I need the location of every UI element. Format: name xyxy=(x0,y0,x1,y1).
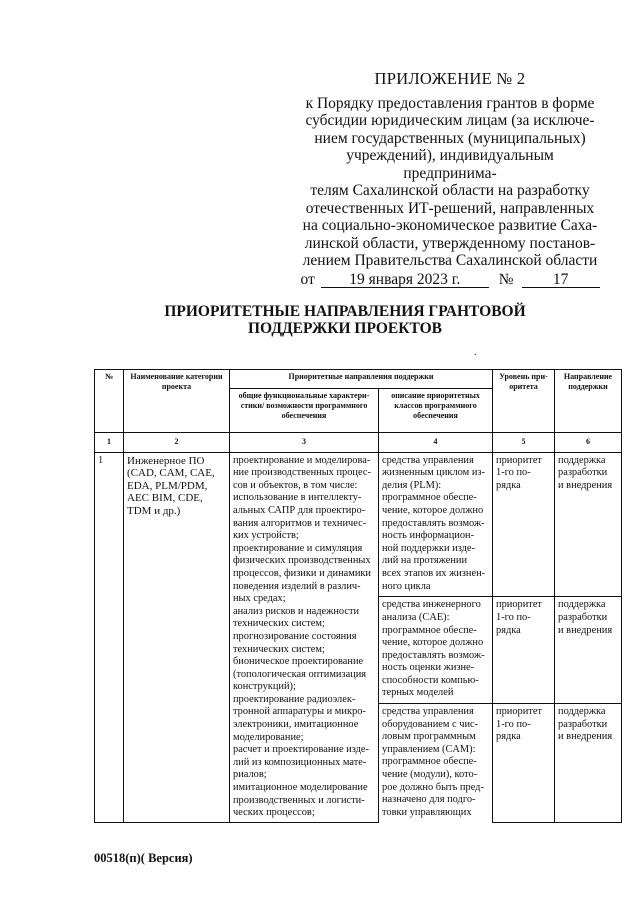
description-line: лий на протяжении xyxy=(382,555,468,567)
functional-line: производственных и логисти- xyxy=(233,794,365,806)
description-line: жизненным циклом из- xyxy=(382,467,485,479)
appendix-line: линской области, утвержденному постанов- xyxy=(304,234,596,252)
level-line: 1-го по- xyxy=(496,611,531,623)
heading-line-1: ПРИОРИТЕТНЫЕ НАПРАВЛЕНИЯ ГРАНТОВОЙ xyxy=(164,303,526,320)
functional-line: физических производственных xyxy=(233,555,371,567)
description-line: управлением (CAM): xyxy=(382,743,476,755)
description-line: средства инженерного xyxy=(382,599,481,611)
level-line: 1-го по- xyxy=(496,467,531,479)
description-line: программное обеспе- xyxy=(382,492,477,504)
functional-line: процессов, физики и динамики xyxy=(233,567,371,579)
header-classes: описание приоритетных классов программного обеспечения xyxy=(379,388,493,432)
direction-line: разработки xyxy=(558,718,608,730)
level-line: приоритет xyxy=(496,599,542,611)
functional-line: моделирование; xyxy=(233,731,304,743)
header-category: Наименование категории проекта xyxy=(124,370,230,433)
functional-line: расчет и проектирование изде- xyxy=(233,744,369,756)
resolution-date: 19 января 2023 г. xyxy=(321,272,489,288)
functional-line: конструкций); xyxy=(233,681,296,693)
number-label: № xyxy=(498,270,514,288)
appendix-line: на социально-экономическое развитие Саха- xyxy=(302,217,598,234)
functional-line: вания алгоритмов и техничес- xyxy=(233,517,367,529)
category-name: Инженерное ПО (CAD, CAM, CAE, EDA, PLM/PDM, AEC BIM, CDE, TDM и др.) xyxy=(124,452,230,822)
description-line: средства управления xyxy=(382,705,474,717)
level-line: приоритет xyxy=(496,454,542,466)
functional-line: альных САПР для проектиро- xyxy=(233,504,366,516)
col-number: 1 xyxy=(95,433,124,453)
description-line: предоставлять возмож- xyxy=(382,649,485,661)
level-line: рядка xyxy=(496,624,521,636)
header-priority-group: Приоритетные направления поддержки xyxy=(230,370,493,389)
description-line: ловым программным xyxy=(382,731,476,743)
functional-line: использование в интеллекту- xyxy=(233,492,362,504)
header-functional: общие функциональные характери-стики/ возможности программного обеспечения xyxy=(230,388,379,432)
description-line: ного цикла xyxy=(382,580,431,592)
appendix-line: учреждений), индивидуальным предпринима- xyxy=(346,147,554,182)
col-number: 3 xyxy=(230,433,379,453)
heading-line-2: ПОДДЕРЖКИ ПРОЕКТОВ xyxy=(247,320,443,337)
description-line: программное обеспе- xyxy=(382,756,477,768)
appendix-line: отечественных ИТ-решений, направленных xyxy=(305,199,595,217)
functional-line: прогнозирование состояния xyxy=(233,630,357,642)
support-direction xyxy=(555,703,622,822)
column-number-row xyxy=(95,433,622,453)
header-direction: Направление поддержки xyxy=(555,370,622,433)
functional-line: технических систем; xyxy=(233,618,325,630)
table-row xyxy=(95,452,622,597)
page-heading xyxy=(120,303,570,337)
description-line: делия (PLM): xyxy=(382,479,442,491)
direction-line: поддержка xyxy=(558,705,606,717)
direction-line: и внедрения xyxy=(558,479,613,491)
appendix-line: к Порядку предоставления грантов в форме xyxy=(305,94,595,112)
from-label: от xyxy=(300,270,315,288)
description-line: предоставлять возмож- xyxy=(382,517,485,529)
level-line: 1-го по- xyxy=(496,718,531,730)
functional-line: ческих процессов; xyxy=(233,807,315,819)
functional-line: тронной аппаратуры и микро- xyxy=(233,706,366,718)
description-line: оборудованием с чис- xyxy=(382,718,479,730)
description-line: программное обеспе- xyxy=(382,624,477,636)
priorities-table xyxy=(94,369,622,823)
col-number: 2 xyxy=(124,433,230,453)
description-line: чение (модули), кото- xyxy=(382,768,478,780)
description-line: всех этапов их жизнен- xyxy=(382,567,486,579)
direction-line: разработки xyxy=(558,467,608,479)
appendix-line: субсидии юридическим лицам (за исключе- xyxy=(305,112,595,129)
functional-line: анализ рисков и надежности xyxy=(233,605,360,617)
functional-line: проектирование радиоэлек- xyxy=(233,693,356,705)
appendix-line: лением Правительства Сахалинской области xyxy=(302,252,598,269)
description-line: чение, которое должно xyxy=(382,504,484,516)
level-line: рядка xyxy=(496,479,521,491)
functional-line: ких устройств; xyxy=(233,530,299,542)
appendix-title: ПРИЛОЖЕНИЕ № 2 xyxy=(374,69,526,88)
direction-line: поддержка xyxy=(558,599,606,611)
col-number: 4 xyxy=(379,433,493,453)
functional-line: технических систем; xyxy=(233,643,325,655)
class-description-cam xyxy=(379,703,493,822)
class-description-cae xyxy=(379,597,493,704)
description-line: ность оценки жизне- xyxy=(382,662,475,674)
direction-line: разработки xyxy=(558,611,608,623)
functional-line: (топологическая оптимизация xyxy=(233,668,367,680)
functional-line: риалов; xyxy=(233,769,267,781)
functional-line: электроники, имитационное xyxy=(233,719,359,731)
description-line: анализа (CAE): xyxy=(382,611,450,623)
functional-line: сов и объектов, в том числе: xyxy=(233,479,358,491)
description-line: терных моделей xyxy=(382,687,454,699)
functional-line: имитационное моделирование xyxy=(233,782,368,794)
description-line: ной поддержки изде- xyxy=(382,542,475,554)
header-no: № xyxy=(95,370,124,433)
appendix-line: нием государственных (муниципальных) xyxy=(314,129,586,147)
functional-features xyxy=(230,452,379,822)
stray-dot: . xyxy=(474,347,477,358)
document-code: 00518(п)( Версия) xyxy=(94,851,193,865)
appendix-line: телям Сахалинской области на разработку xyxy=(310,182,590,199)
appendix-block xyxy=(300,70,600,288)
direction-line: и внедрения xyxy=(558,624,613,636)
resolution-number: 17 xyxy=(522,272,600,288)
class-description-plm xyxy=(379,452,493,597)
date-line xyxy=(300,271,600,289)
level-line: приоритет xyxy=(496,705,542,717)
description-line: чение, которое должно xyxy=(382,637,484,649)
description-line: товки управляющих xyxy=(382,806,472,818)
col-number: 5 xyxy=(493,433,555,453)
functional-line: проектирование и моделирова- xyxy=(233,454,371,466)
description-line: ность информацион- xyxy=(382,530,475,542)
description-line: способности компью- xyxy=(382,674,479,686)
support-direction xyxy=(555,452,622,597)
functional-line: лий из композиционных мате- xyxy=(233,756,367,768)
functional-line: поведения изделий в различ- xyxy=(233,580,361,592)
priority-level xyxy=(493,703,555,822)
header-level: Уровень при-оритета xyxy=(493,370,555,433)
description-line: назначено для подго- xyxy=(382,794,476,806)
description-line: рое должно быть пред- xyxy=(382,781,484,793)
priority-level xyxy=(493,452,555,597)
priority-level xyxy=(493,597,555,704)
col-number: 6 xyxy=(555,433,622,453)
description-line: средства управления xyxy=(382,454,474,466)
direction-line: и внедрения xyxy=(558,731,613,743)
functional-line: ние производственных процес- xyxy=(233,467,371,479)
functional-line: бионическое проектирование xyxy=(233,656,364,668)
functional-line: ных средах; xyxy=(233,593,286,605)
functional-line: проектирование и симуляция xyxy=(233,542,363,554)
support-direction xyxy=(555,597,622,704)
direction-line: поддержка xyxy=(558,454,606,466)
row-number: 1 xyxy=(95,452,124,822)
header-row xyxy=(95,370,622,389)
level-line: рядка xyxy=(496,731,521,743)
